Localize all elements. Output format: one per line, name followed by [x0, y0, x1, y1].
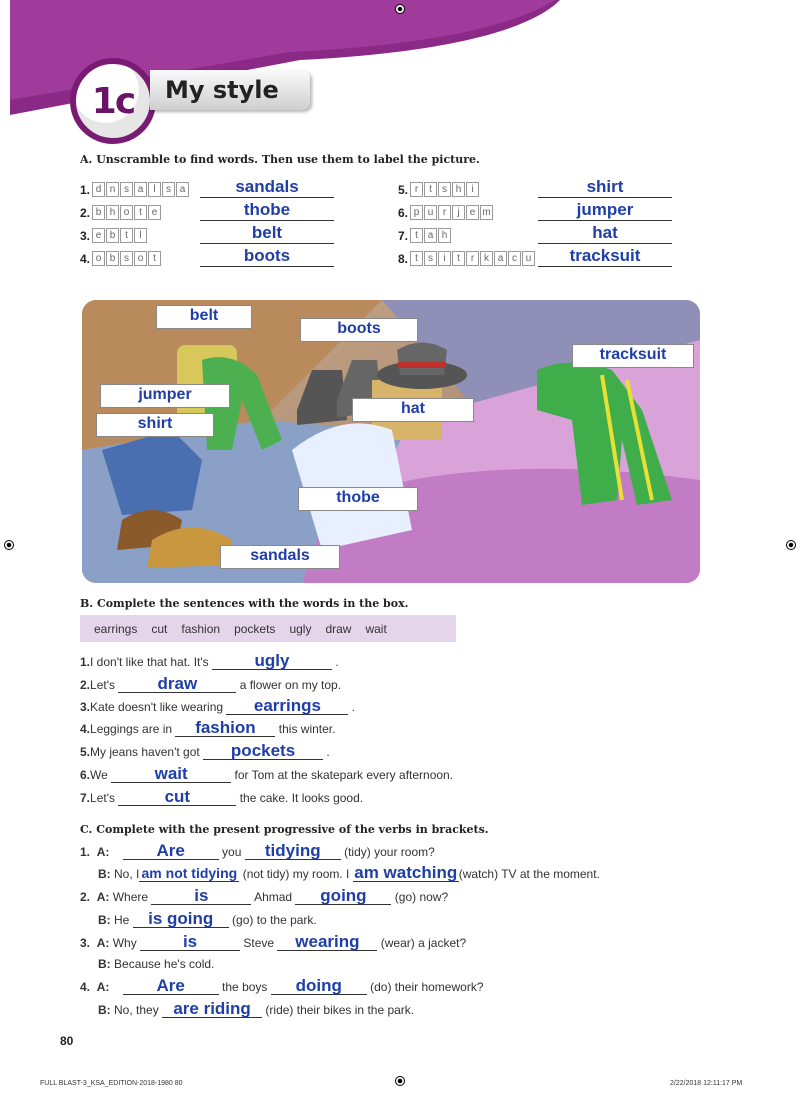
clothes-illustration	[82, 300, 700, 583]
unscramble-item: 7. t a h	[398, 228, 451, 243]
answer-field[interactable]: am not tidying	[139, 865, 239, 882]
letter-tile: a	[494, 251, 507, 266]
bedroom-scene	[82, 300, 700, 583]
letter-tile: t	[452, 251, 465, 266]
label-shirt: shirt	[96, 413, 214, 437]
sentence: 4.Leggings are in fashion this winter.	[80, 718, 336, 737]
lesson-badge-text: 1c	[91, 80, 135, 122]
letter-tile: s	[120, 182, 133, 197]
sentence: 2.Let's draw a flower on my top.	[80, 674, 342, 693]
letter-tile: d	[92, 182, 105, 197]
letter-tile: r	[410, 182, 423, 197]
letter-tile: o	[134, 251, 147, 266]
letter-tile: e	[148, 205, 161, 220]
letter-tile: k	[480, 251, 493, 266]
letter-tile: s	[438, 182, 451, 197]
letter-tile: t	[424, 182, 437, 197]
c-q2-a: 2. A: Where is Ahmad going (go) now?	[80, 886, 449, 905]
answer-field[interactable]: thobe	[200, 200, 334, 221]
answer-field[interactable]: is	[140, 934, 240, 951]
letter-tile: o	[92, 251, 105, 266]
unscramble-item: 1. d n s a l s a	[80, 182, 189, 197]
letter-tile: b	[106, 228, 119, 243]
c-q4-a: 4. A: Are the boys doing (do) their homework?	[80, 976, 484, 995]
answer-field[interactable]: am watching	[354, 863, 458, 882]
c-q1-b: B: No, I am not tidying (not tidy) my room. I am watching (watch) TV at the moment.	[98, 863, 600, 882]
answer-field[interactable]: cut	[118, 789, 236, 806]
label-sandals: sandals	[220, 545, 340, 569]
letter-tile: s	[120, 251, 133, 266]
letter-tile: h	[452, 182, 465, 197]
sentence: 7.Let's cut the cake. It looks good.	[80, 787, 364, 806]
letter-tile: a	[424, 228, 437, 243]
letter-tile: t	[120, 228, 133, 243]
sentence: 6.We wait for Tom at the skatepark every afternoon.	[80, 764, 454, 783]
label-tracksuit: tracksuit	[572, 344, 694, 368]
letter-tile: u	[522, 251, 535, 266]
answer-field[interactable]: Are	[123, 978, 219, 995]
unscramble-item: 3. e b t l	[80, 228, 147, 243]
footer-right: 2/22/2018 12:11:17 PM	[670, 1080, 743, 1087]
scrambled-letters	[410, 205, 493, 220]
answer-field[interactable]: belt	[200, 223, 334, 244]
answer-field[interactable]: Are	[123, 843, 219, 860]
letter-tile: b	[106, 251, 119, 266]
section-a-instruction: A. Unscramble to find words. Then use them to label the picture.	[80, 153, 480, 166]
word-box-item: earrings	[94, 621, 138, 636]
unscramble-item: 4. o b s o t	[80, 251, 161, 266]
sentence: 3.Kate doesn't like wearing earrings .	[80, 696, 356, 715]
registration-mark-icon	[4, 540, 14, 550]
word-box-item: wait	[365, 621, 387, 636]
letter-tile: b	[92, 205, 105, 220]
letter-tile: s	[162, 182, 175, 197]
letter-tile: h	[106, 205, 119, 220]
answer-field[interactable]: shirt	[538, 177, 672, 198]
letter-tile: e	[466, 205, 479, 220]
letter-tile: t	[410, 251, 423, 266]
scrambled-letters	[92, 182, 189, 197]
letter-tile: t	[148, 251, 161, 266]
c-q3-b: B: Because he's cold.	[98, 957, 215, 971]
footer-left: FULL BLAST-3_KSA_EDITION-2018-1980 80	[40, 1080, 183, 1087]
sentence: 5.My jeans haven't got pockets .	[80, 741, 330, 760]
page-number: 80	[60, 1034, 74, 1048]
registration-mark-icon	[395, 4, 405, 14]
letter-tile: a	[134, 182, 147, 197]
letter-tile: c	[508, 251, 521, 266]
letter-tile: r	[438, 205, 451, 220]
unscramble-item: 5. r t s h i	[398, 182, 479, 197]
answer-field[interactable]: is going	[133, 911, 229, 928]
answer-field[interactable]: doing	[271, 978, 367, 995]
answer-field[interactable]: is	[151, 888, 251, 905]
c-q3-a: 3. A: Why is Steve wearing (wear) a jacket?	[80, 932, 467, 951]
word-box	[80, 615, 456, 642]
label-thobe: thobe	[298, 487, 418, 511]
c-q4-b: B: No, they are riding (ride) their bikes in the park.	[98, 999, 415, 1018]
sentence: 1.I don't like that hat. It's ugly .	[80, 651, 339, 670]
label-boots: boots	[300, 318, 418, 342]
answer-field[interactable]: fashion	[175, 720, 275, 737]
answer-field[interactable]: tracksuit	[538, 246, 672, 267]
word-box-item: ugly	[289, 621, 312, 636]
letter-tile: a	[176, 182, 189, 197]
registration-mark-icon	[395, 1076, 405, 1086]
answer-field[interactable]: ugly	[212, 653, 332, 670]
c-q2-b: B: He is going (go) to the park.	[98, 909, 317, 928]
label-jumper: jumper	[100, 384, 230, 408]
answer-field[interactable]: hat	[538, 223, 672, 244]
answer-field[interactable]: wearing	[277, 934, 377, 951]
answer-field[interactable]: earrings	[226, 698, 348, 715]
answer-field[interactable]: are riding	[162, 1001, 262, 1018]
scrambled-letters	[92, 228, 147, 243]
scrambled-letters	[92, 205, 161, 220]
label-belt: belt	[156, 305, 252, 329]
letter-tile: m	[480, 205, 493, 220]
section-c-instruction: C. Complete with the present progressive of the verbs in brackets.	[80, 823, 489, 836]
letter-tile: p	[410, 205, 423, 220]
registration-mark-icon	[786, 540, 796, 550]
answer-field[interactable]: draw	[118, 676, 236, 693]
letter-tile: t	[410, 228, 423, 243]
letter-tile: i	[438, 251, 451, 266]
answer-field[interactable]: going	[295, 888, 391, 905]
letter-tile: r	[466, 251, 479, 266]
word-box-item: pockets	[234, 621, 276, 636]
letter-tile: h	[438, 228, 451, 243]
scrambled-letters	[410, 228, 451, 243]
letter-tile: i	[466, 182, 479, 197]
letter-tile: u	[424, 205, 437, 220]
unscramble-item: 6. p u r j e m	[398, 205, 493, 220]
page-title: My style	[165, 76, 279, 104]
word-box-item: draw	[325, 621, 352, 636]
scrambled-letters	[410, 182, 479, 197]
letter-tile: l	[134, 228, 147, 243]
c-q1-a: 1. A: Are you tidying (tidy) your room?	[80, 841, 435, 860]
scrambled-letters	[92, 251, 161, 266]
answer-field[interactable]: pockets	[203, 743, 323, 760]
scrambled-letters	[410, 251, 535, 266]
section-b-instruction: B. Complete the sentences with the words in the box.	[80, 597, 409, 610]
word-box-item: cut	[151, 621, 168, 636]
letter-tile: l	[148, 182, 161, 197]
lesson-badge	[70, 58, 156, 144]
answer-field[interactable]: jumper	[538, 200, 672, 221]
answer-field[interactable]: sandals	[200, 177, 334, 198]
answer-field[interactable]: boots	[200, 246, 334, 267]
unscramble-item: 2. b h o t e	[80, 205, 161, 220]
letter-tile: t	[134, 205, 147, 220]
letter-tile: s	[424, 251, 437, 266]
answer-field[interactable]: wait	[111, 766, 231, 783]
answer-field[interactable]: tidying	[245, 843, 341, 860]
letter-tile: n	[106, 182, 119, 197]
word-box-item: fashion	[181, 621, 221, 636]
letter-tile: o	[120, 205, 133, 220]
label-hat: hat	[352, 398, 474, 422]
unscramble-item: 8. t s i t r k a c u	[398, 251, 535, 266]
letter-tile: j	[452, 205, 465, 220]
letter-tile: e	[92, 228, 105, 243]
